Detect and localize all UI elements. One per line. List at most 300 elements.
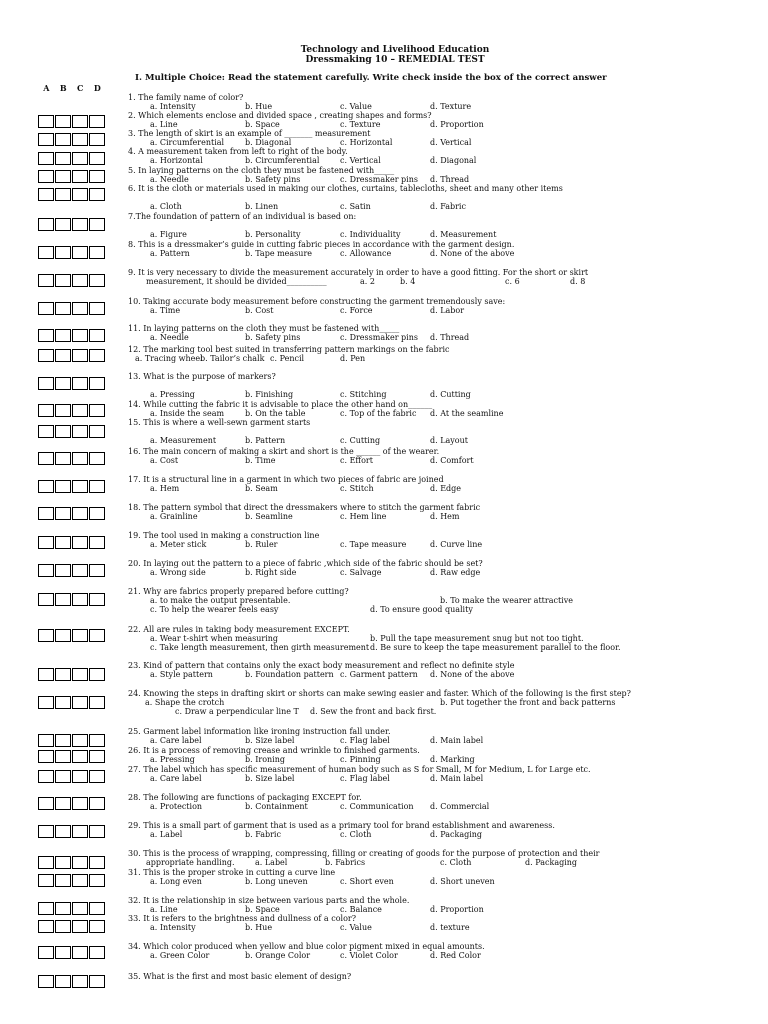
answer-checkbox-c[interactable] [72,152,88,165]
answer-checkbox-c[interactable] [72,564,88,577]
question-28-option-c: c. Communication [340,802,414,811]
question-4-option-a: a. Horizontal [150,156,203,165]
answer-checkbox-c[interactable] [72,452,88,465]
answer-checkbox-d[interactable] [89,593,105,606]
answer-column-headers [38,83,106,93]
question-7-option-c: c. Individuality [340,230,401,239]
question-31-option-b: b. Long uneven [245,877,308,886]
answer-checkbox-b[interactable] [55,452,71,465]
answer-checkbox-a[interactable] [38,480,54,493]
answer-checkbox-c[interactable] [72,329,88,342]
answer-checkbox-c[interactable] [72,425,88,438]
answer-checkbox-b[interactable] [55,629,71,642]
answer-checkbox-c[interactable] [72,218,88,231]
question-26-option-c: c. Pinning [340,755,381,764]
answer-checkbox-b[interactable] [55,377,71,390]
question-34-option-c: c. Violet Color [340,951,398,960]
answer-checkbox-b[interactable] [55,564,71,577]
question-12-option-d: d. Pen [340,354,366,363]
question-2-option-b: b. Space [245,120,280,129]
question-5-option-b: b. Safety pins [245,175,301,184]
question-16-text: 16. The main concern of making a skirt and short is the ______ of the wearer. [128,447,440,456]
question-1-option-c: c. Value [340,102,372,111]
question-24-option-a: a. Shape the crotch [145,698,225,707]
answer-checkbox-b[interactable] [55,246,71,259]
question-23-option-c: c. Garment pattern [340,670,418,679]
question-16-option-c: c. Effort [340,456,373,465]
answer-checkbox-b[interactable] [55,750,71,763]
answer-box-row [38,564,106,577]
answer-checkbox-b[interactable] [55,274,71,287]
answer-checkbox-a[interactable] [38,115,54,128]
answer-box-row [38,536,106,549]
answer-checkbox-b[interactable] [55,480,71,493]
answer-checkbox-d[interactable] [89,825,105,838]
question-8-option-a: a. Pattern [150,249,190,258]
answer-checkbox-b[interactable] [55,329,71,342]
question-1-option-a: a. Intensity [150,102,196,111]
question-16-option-a: a. Cost [150,456,179,465]
question-19-option-d: d. Curve line [430,540,483,549]
answer-checkbox-c[interactable] [72,946,88,959]
question-24-option-d: d. Sew the front and back first. [310,707,437,716]
question-13-option-b: b. Finishing [245,390,294,399]
question-15-option-b: b. Pattern [245,436,286,445]
answer-checkbox-c[interactable] [72,734,88,747]
question-8-option-b: b. Tape measure [245,249,312,258]
answer-checkbox-b[interactable] [55,302,71,315]
answer-checkbox-c[interactable] [72,797,88,810]
question-27-option-a: a. Care label [150,774,202,783]
question-33-option-a: a. Intensity [150,923,196,932]
question-25-option-a: a. Care label [150,736,202,745]
question-30-text-cont: appropriate handling. [146,858,235,867]
answer-checkbox-a[interactable] [38,874,54,887]
question-9-text-cont: measurement, it should be divided__________ [146,277,327,286]
answer-checkbox-d[interactable] [89,770,105,783]
answer-checkbox-a[interactable] [38,274,54,287]
answer-checkbox-d[interactable] [89,696,105,709]
answer-checkbox-c[interactable] [72,696,88,709]
answer-checkbox-b[interactable] [55,696,71,709]
answer-checkbox-c[interactable] [72,507,88,520]
answer-box-row [38,797,106,810]
answer-checkbox-a[interactable] [38,696,54,709]
answer-box-row [38,188,106,201]
question-19-option-b: b. Ruler [245,540,278,549]
column-d-label: D [93,83,101,93]
question-9-option-c: c. 6 [505,277,520,286]
answer-box-row [38,246,106,259]
answer-checkbox-a[interactable] [38,425,54,438]
answer-checkbox-c[interactable] [72,188,88,201]
answer-box-row [38,329,106,342]
answer-checkbox-c[interactable] [72,377,88,390]
question-13-option-c: c. Stitching [340,390,387,399]
answer-checkbox-d[interactable] [89,902,105,915]
question-5-text: 5. In laying patterns on the cloth they must be fastened with_____ [128,166,395,175]
question-9-option-b: b. 4 [400,277,416,286]
answer-checkbox-d[interactable] [89,536,105,549]
answer-checkbox-b[interactable] [55,188,71,201]
answer-checkbox-a[interactable] [38,188,54,201]
answer-checkbox-c[interactable] [72,115,88,128]
question-32-option-d: d. Proportion [430,905,484,914]
question-5-option-c: c. Dressmaker pins [340,175,418,184]
answer-checkbox-c[interactable] [72,825,88,838]
answer-checkbox-c[interactable] [72,404,88,417]
question-3-option-d: d. Vertical [430,138,472,147]
answer-checkbox-c[interactable] [72,856,88,869]
question-11-option-b: b. Safety pins [245,333,301,342]
question-15-option-a: a. Measurement [150,436,217,445]
question-27-option-b: b. Size label [245,774,295,783]
question-10-text: 10. Taking accurate body measurement before constructing the garment tremendously save: [128,297,506,306]
question-26-text: 26. It is a process of removing crease and wrinkle to finished garments. [128,746,420,755]
question-34-option-b: b. Orange Color [245,951,311,960]
question-28-option-d: d. Commercial [430,802,490,811]
answer-checkbox-d[interactable] [89,507,105,520]
answer-checkbox-a[interactable] [38,452,54,465]
question-32-text: 32. It is the relationship in size between various parts and the whole. [128,896,410,905]
question-22-text: 22. All are rules in taking body measurement EXCEPT. [128,625,350,634]
answer-box-row [38,133,106,146]
answer-checkbox-d[interactable] [89,975,105,988]
question-1-text: 1. The family name of color? [128,93,244,102]
answer-checkbox-a[interactable] [38,770,54,783]
question-14-option-b: b. On the table [245,409,306,418]
answer-checkbox-d[interactable] [89,452,105,465]
question-14-option-d: d. At the seamline [430,409,504,418]
question-34-option-d: d. Red Color [430,951,481,960]
question-11-option-a: a. Needle [150,333,189,342]
question-4-option-b: b. Circumferential [245,156,320,165]
question-27-text: 27. The label which has specific measurement of human body such as S for Small, M for Medium, L for Large etc. [128,765,591,774]
question-3-option-b: b. Diagonal [245,138,292,147]
document-title: Technology and Livelihood Education [300,45,490,55]
answer-checkbox-b[interactable] [55,425,71,438]
answer-checkbox-b[interactable] [55,920,71,933]
answer-checkbox-d[interactable] [89,668,105,681]
question-24-option-b: b. Put together the front and back patterns [440,698,616,707]
answer-checkbox-c[interactable] [72,975,88,988]
question-17-text: 17. It is a structural line in a garment in which two pieces of fabric are joined [128,475,444,484]
question-25-option-d: d. Main label [430,736,484,745]
answer-box-row [38,404,106,417]
question-26-option-a: a. Pressing [150,755,195,764]
answer-checkbox-d[interactable] [89,170,105,183]
question-9-option-d: d. 8 [570,277,586,286]
question-2-option-d: d. Proportion [430,120,484,129]
answer-checkbox-a[interactable] [38,507,54,520]
question-11-text: 11. In laying patterns on the cloth they must be fastened with_____ [128,324,400,333]
answer-box-row [38,480,106,493]
question-32-option-b: b. Space [245,905,280,914]
answer-checkbox-d[interactable] [89,246,105,259]
answer-checkbox-a[interactable] [38,564,54,577]
question-26-option-b: b. Ironing [245,755,285,764]
answer-checkbox-b[interactable] [55,133,71,146]
answer-checkbox-c[interactable] [72,536,88,549]
question-34-option-a: a. Green Color [150,951,210,960]
answer-box-row [38,825,106,838]
question-32-option-a: a. Line [150,905,178,914]
question-25-text: 25. Garment label information like ironing instruction fall under. [128,727,391,736]
answer-box-row [38,115,106,128]
answer-checkbox-c[interactable] [72,629,88,642]
question-6-text: 6. It is the cloth or materials used in making our clothes, curtains, tablecloths, sheet and many other items [128,184,563,193]
question-25-option-c: c. Flag label [340,736,390,745]
answer-checkbox-b[interactable] [55,218,71,231]
question-22-option-b: b. Pull the tape measurement snug but not too tight. [370,634,584,643]
question-31-option-c: c. Short even [340,877,394,886]
answer-checkbox-d[interactable] [89,797,105,810]
answer-checkbox-c[interactable] [72,274,88,287]
answer-checkbox-c[interactable] [72,593,88,606]
question-20-text: 20. In laying out the pattern to a piece of fabric ,which side of the fabric should be set? [128,559,483,568]
column-b-label: B [59,83,67,93]
question-30-option-a: a. Label [255,858,288,867]
question-18-option-c: c. Hem line [340,512,387,521]
question-6-option-b: b. Linen [245,202,279,211]
answer-checkbox-b[interactable] [55,770,71,783]
answer-checkbox-c[interactable] [72,874,88,887]
question-19-option-a: a. Meter stick [150,540,207,549]
answer-checkbox-d[interactable] [89,404,105,417]
answer-checkbox-d[interactable] [89,734,105,747]
question-18-text: 18. The pattern symbol that direct the dressmakers where to stitch the garment fabric [128,503,481,512]
answer-checkbox-a[interactable] [38,668,54,681]
question-31-option-d: d. Short uneven [430,877,495,886]
question-10-option-c: c. Force [340,306,373,315]
answer-checkbox-d[interactable] [89,218,105,231]
answer-checkbox-b[interactable] [55,349,71,362]
question-7-option-a: a. Figure [150,230,187,239]
answer-box-row [38,349,106,362]
answer-checkbox-d[interactable] [89,349,105,362]
answer-checkbox-c[interactable] [72,770,88,783]
question-35-text: 35. What is the first and most basic element of design? [128,972,352,981]
answer-checkbox-b[interactable] [55,593,71,606]
answer-checkbox-a[interactable] [38,377,54,390]
question-33-option-c: c. Value [340,923,372,932]
question-7-option-b: b. Personality [245,230,301,239]
answer-checkbox-c[interactable] [72,750,88,763]
question-29-option-a: a. Label [150,830,183,839]
question-18-option-b: b. Seamline [245,512,293,521]
answer-checkbox-a[interactable] [38,246,54,259]
question-31-text: 31. This is the proper stroke in cutting a curve line [128,868,336,877]
question-30-option-c: c. Cloth [440,858,472,867]
question-32-option-c: c. Balance [340,905,382,914]
question-20-option-a: a. Wrong side [150,568,206,577]
question-11-option-d: d. Thread [430,333,470,342]
answer-checkbox-a[interactable] [38,593,54,606]
question-17-option-d: d. Edge [430,484,462,493]
question-24-text: 24. Knowing the steps in drafting skirt or shorts can make sewing easier and faster. Which of the following is the first step? [128,689,631,698]
answer-checkbox-a[interactable] [38,946,54,959]
question-11-option-c: c. Dressmaker pins [340,333,418,342]
answer-checkbox-a[interactable] [38,349,54,362]
question-14-option-c: c. Top of the fabric [340,409,417,418]
answer-checkbox-d[interactable] [89,629,105,642]
question-29-text: 29. This is a small part of garment that is used as a primary tool for brand establishment and awareness. [128,821,555,830]
answer-checkbox-c[interactable] [72,133,88,146]
answer-checkbox-c[interactable] [72,480,88,493]
answer-checkbox-d[interactable] [89,329,105,342]
answer-checkbox-a[interactable] [38,920,54,933]
answer-checkbox-d[interactable] [89,920,105,933]
question-10-option-b: b. Cost [245,306,274,315]
answer-checkbox-d[interactable] [89,480,105,493]
question-6-option-a: a. Cloth [150,202,182,211]
answer-box-row [38,668,106,681]
answer-box-row [38,302,106,315]
question-21-option-a: a. to make the output presentable. [150,596,291,605]
question-17-option-b: b. Seam [245,484,278,493]
question-21-option-d: d. To ensure good quality [370,605,473,614]
answer-checkbox-d[interactable] [89,133,105,146]
answer-checkbox-a[interactable] [38,629,54,642]
question-2-option-a: a. Line [150,120,178,129]
question-16-option-d: d. Comfort [430,456,474,465]
answer-box-row [38,902,106,915]
answer-checkbox-b[interactable] [55,734,71,747]
question-3-option-a: a. Circumferential [150,138,225,147]
answer-checkbox-b[interactable] [55,115,71,128]
question-19-option-c: c. Tape measure [340,540,407,549]
question-20-option-b: b. Right side [245,568,297,577]
question-12-option-c: c. Pencil [270,354,305,363]
question-12-text: 12. The marking tool best suited in transferring pattern markings on the fabric [128,345,450,354]
answer-checkbox-a[interactable] [38,170,54,183]
question-9-text: 9. It is very necessary to divide the measurement accurately in order to have a good fitting. For the short or skirt [128,268,589,277]
question-13-option-a: a. Pressing [150,390,195,399]
answer-checkbox-a[interactable] [38,218,54,231]
answer-checkbox-a[interactable] [38,750,54,763]
question-25-option-b: b. Size label [245,736,295,745]
question-33-option-b: b. Hue [245,923,273,932]
answer-checkbox-b[interactable] [55,825,71,838]
answer-checkbox-a[interactable] [38,797,54,810]
answer-checkbox-a[interactable] [38,975,54,988]
answer-checkbox-d[interactable] [89,564,105,577]
answer-box-row [38,507,106,520]
answer-checkbox-a[interactable] [38,536,54,549]
question-30-text: 30. This is the process of wrapping, compressing, filling or creating of goods for the purpose of protection and their [128,849,600,858]
answer-box-row [38,975,106,988]
column-a-label: A [43,83,50,93]
answer-checkbox-d[interactable] [89,115,105,128]
question-30-option-b: b. Fabrics [325,858,366,867]
answer-checkbox-a[interactable] [38,404,54,417]
answer-checkbox-d[interactable] [89,302,105,315]
question-27-option-c: c. Flag label [340,774,390,783]
answer-checkbox-c[interactable] [72,920,88,933]
answer-checkbox-d[interactable] [89,946,105,959]
answer-checkbox-d[interactable] [89,152,105,165]
question-14-text: 14. While cutting the fabric it is advisable to place the other hand on______ [128,400,433,409]
instruction-text: I. Multiple Choice: Read the statement carefully. Write check inside the box of the correct answer [135,73,607,83]
answer-checkbox-a[interactable] [38,329,54,342]
answer-checkbox-b[interactable] [55,404,71,417]
question-26-option-d: d. Marking [430,755,475,764]
answer-box-row [38,593,106,606]
question-28-text: 28. The following are functions of packaging EXCEPT for. [128,793,362,802]
answer-box-row [38,946,106,959]
question-2-text: 2. Which elements enclose and divided space , creating shapes and forms? [128,111,432,120]
answer-checkbox-b[interactable] [55,902,71,915]
answer-checkbox-b[interactable] [55,874,71,887]
question-12-option-b: b. Tailor’s chalk [200,354,265,363]
question-1-option-d: d. Texture [430,102,472,111]
answer-checkbox-c[interactable] [72,668,88,681]
answer-box-row [38,770,106,783]
answer-checkbox-b[interactable] [55,170,71,183]
question-9-option-a: a. 2 [360,277,375,286]
answer-checkbox-b[interactable] [55,946,71,959]
question-23-option-a: a. Style pattern [150,670,213,679]
answer-box-row [38,274,106,287]
answer-checkbox-a[interactable] [38,152,54,165]
answer-checkbox-b[interactable] [55,797,71,810]
question-28-option-a: a. Protection [150,802,203,811]
question-27-option-d: d. Main label [430,774,484,783]
answer-checkbox-d[interactable] [89,274,105,287]
answer-checkbox-a[interactable] [38,902,54,915]
answer-checkbox-b[interactable] [55,668,71,681]
question-34-text: 34. Which color produced when yellow and blue color pigment mixed in equal amounts. [128,942,485,951]
document-subtitle: Dressmaking 10 – REMEDIAL TEST [305,55,485,65]
answer-checkbox-c[interactable] [72,349,88,362]
answer-checkbox-b[interactable] [55,507,71,520]
answer-checkbox-a[interactable] [38,825,54,838]
answer-checkbox-b[interactable] [55,856,71,869]
question-33-option-d: d. texture [430,923,470,932]
answer-checkbox-d[interactable] [89,874,105,887]
answer-checkbox-a[interactable] [38,133,54,146]
question-5-option-d: d. Thread [430,175,470,184]
question-6-option-d: d. Fabric [430,202,466,211]
answer-checkbox-c[interactable] [72,170,88,183]
question-22-option-d: d. Be sure to keep the tape measurement parallel to the floor. [370,643,621,652]
answer-checkbox-d[interactable] [89,377,105,390]
question-22-option-c: c. Take length measurement, then girth measurement [150,643,370,652]
answer-checkbox-c[interactable] [72,302,88,315]
answer-checkbox-b[interactable] [55,152,71,165]
question-6-option-c: c. Satin [340,202,371,211]
answer-checkbox-d[interactable] [89,856,105,869]
answer-checkbox-b[interactable] [55,536,71,549]
answer-checkbox-a[interactable] [38,856,54,869]
question-3-option-c: c. Horizontal [340,138,393,147]
answer-checkbox-c[interactable] [72,246,88,259]
answer-checkbox-d[interactable] [89,188,105,201]
answer-checkbox-a[interactable] [38,302,54,315]
answer-box-row [38,425,106,438]
question-23-option-d: d. None of the above [430,670,515,679]
question-29-option-d: d. Packaging [430,830,483,839]
answer-box-row [38,218,106,231]
question-22-option-a: a. Wear t-shirt when measuring [150,634,279,643]
question-31-option-a: a. Long even [150,877,202,886]
answer-checkbox-b[interactable] [55,975,71,988]
answer-checkbox-c[interactable] [72,902,88,915]
answer-checkbox-d[interactable] [89,425,105,438]
answer-checkbox-a[interactable] [38,734,54,747]
answer-checkbox-d[interactable] [89,750,105,763]
question-13-text: 13. What is the purpose of markers? [128,372,276,381]
